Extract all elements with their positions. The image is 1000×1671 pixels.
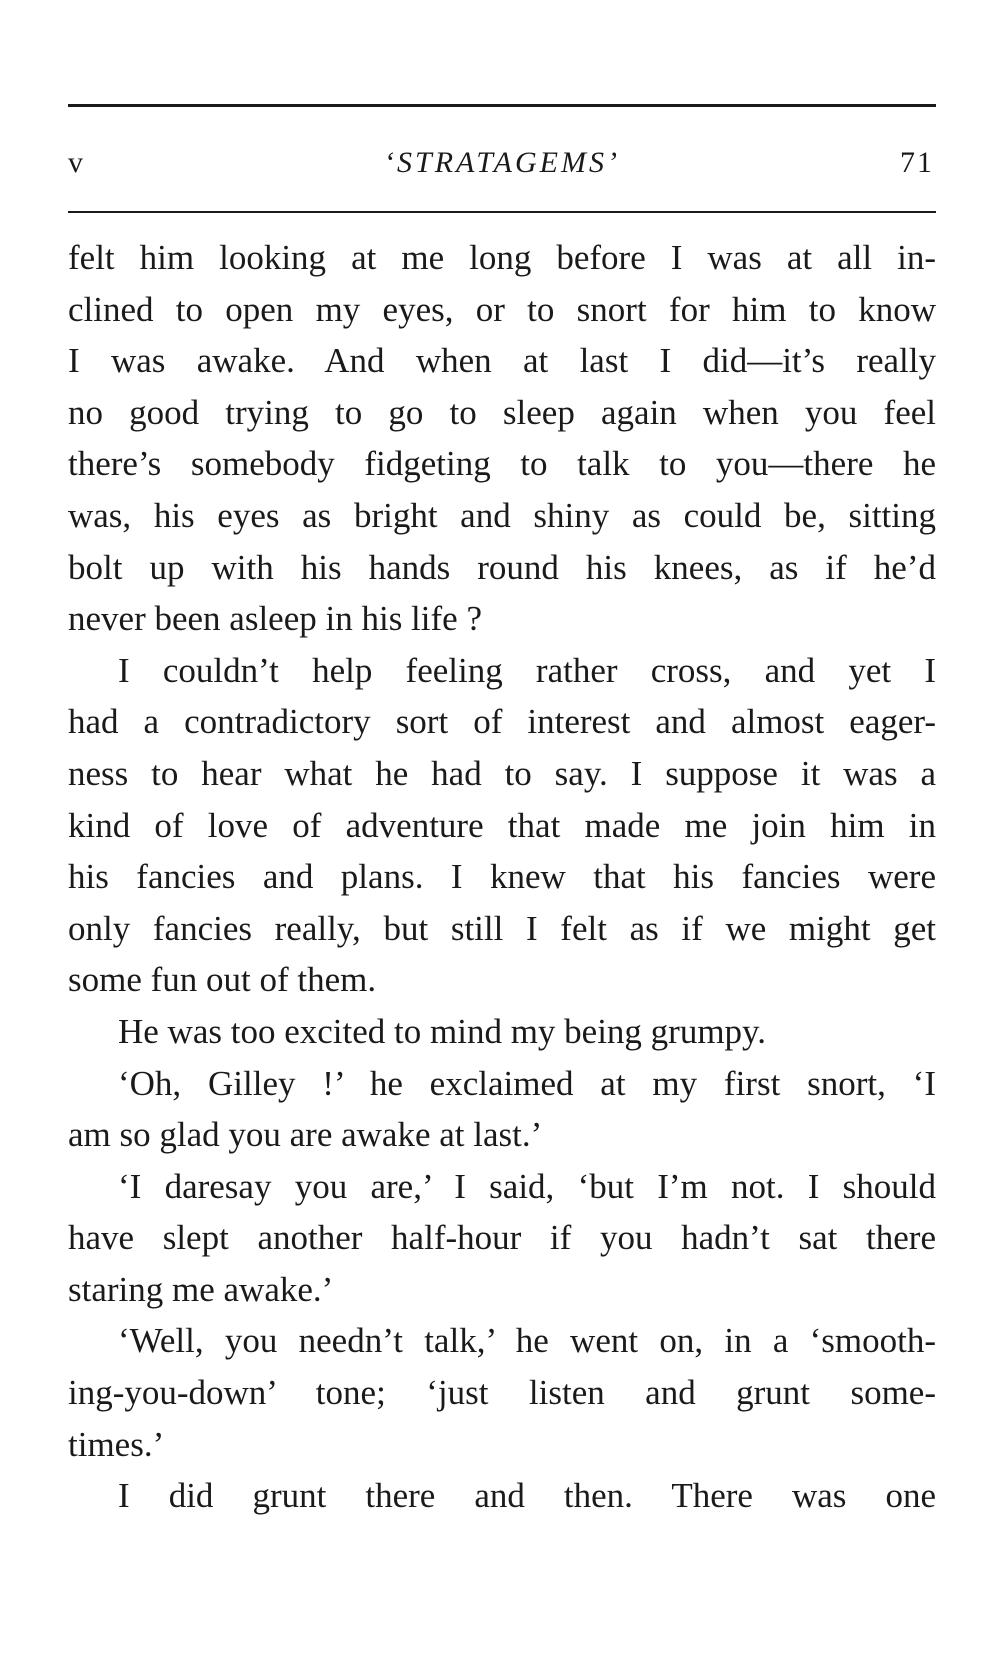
paragraph — [68, 1161, 936, 1316]
text-line: I was awake. And when at last I did—it’s really — [68, 341, 936, 381]
text-line: ‘Oh, Gilley !’ he exclaimed at my first snort, ‘I — [118, 1063, 936, 1103]
chapter-number: v — [68, 146, 83, 179]
text-line: have slept another half-hour if you hadn’t sat there — [68, 1218, 936, 1258]
text-line: no good trying to go to sleep again when you feel — [68, 392, 936, 432]
text-line: staring me awake.’ — [68, 1269, 334, 1309]
text-line: only fancies really, but still I felt as if we might get — [68, 908, 936, 948]
text-line: bolt up with his hands round his knees, as if he’d — [68, 547, 936, 587]
text-line: ‘Well, you needn’t talk,’ he went on, in a ‘smooth- — [118, 1321, 936, 1361]
text-line: ‘I daresay you are,’ I said, ‘but I’m not. I should — [118, 1166, 936, 1206]
text-line: I did grunt there and then. There was one — [118, 1476, 936, 1516]
text-line: ing-you-down’ tone; ‘just listen and grunt some- — [68, 1373, 936, 1413]
paragraph — [68, 1006, 936, 1058]
body-text — [68, 232, 936, 1522]
paragraph — [68, 645, 936, 1006]
page-number: 71 — [900, 146, 934, 179]
text-line: He was too excited to mind my being grumpy. — [118, 1011, 767, 1051]
text-line: there’s somebody fidgeting to talk to you—there he — [68, 444, 936, 484]
text-line: never been asleep in his life ? — [68, 599, 482, 639]
text-line: clined to open my eyes, or to snort for him to know — [68, 289, 936, 329]
paragraph — [68, 1315, 936, 1470]
text-line: times.’ — [68, 1424, 165, 1464]
paragraph — [68, 1058, 936, 1161]
paragraph — [68, 1470, 936, 1522]
text-line: some fun out of them. — [68, 960, 377, 1000]
header-top-rule — [68, 104, 936, 107]
text-line: his fancies and plans. I knew that his fancies were — [68, 857, 936, 897]
running-header — [68, 143, 936, 183]
text-line: was, his eyes as bright and shiny as could be, sitting — [68, 495, 936, 535]
text-line: had a contradictory sort of interest and almost eager- — [68, 702, 936, 742]
text-line: felt him looking at me long before I was at all in- — [68, 238, 936, 277]
text-line: kind of love of adventure that made me join him in — [68, 805, 936, 845]
text-line: I couldn’t help feeling rather cross, and yet I — [118, 650, 936, 690]
text-line: am so glad you are awake at last.’ — [68, 1115, 543, 1155]
running-title: ‘STRATAGEMS’ — [384, 146, 620, 179]
text-line: ness to hear what he had to say. I suppose it was a — [68, 753, 936, 793]
paragraph — [68, 232, 936, 645]
header-bottom-rule — [68, 211, 936, 213]
